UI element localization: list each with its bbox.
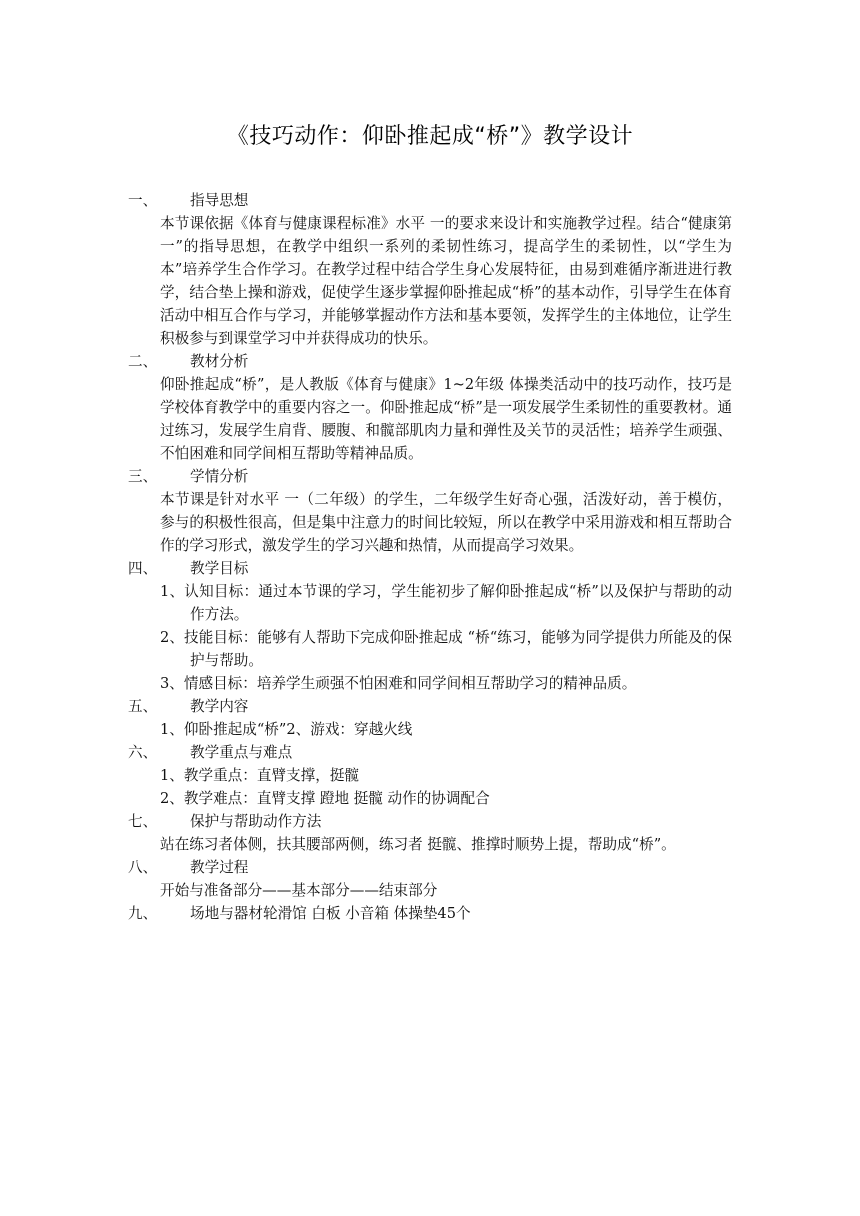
section-number: 四、 [128, 560, 158, 577]
section-number: 七、 [128, 813, 158, 830]
section-guiding-ideology [128, 189, 732, 350]
section-paragraph: 本节课是针对水平 一（二年级）的学生，二年级学生好奇心强，活泼好动，善于模仿，参与的积极性很高，但是集中注意力的时间比较短，所以在教学中采用游戏和相互帮助合作的学习形式，激发学生的学习兴趣和热情，从而提高学习效果。 [160, 491, 732, 554]
section-line: 开始与准备部分——基本部分——结束部分 [160, 882, 438, 899]
section-paragraph: 本节课依据《体育与健康课程标准》水平 一的要求来设计和实施教学过程。结合“健康第一”的指导思想，在教学中组织一系列的柔韧性练习，提高学生的柔韧性，以“学生为本”培养学生合作学习。在教学过程中结合学生身心发展特征，由易到难循序渐进进行教学，结合垫上操和游戏，促使学生逐步掌握仰卧推起成“桥”的基本动作，引导学生在体育活动中相互合作与学习，并能够掌握动作方法和基本要领，发挥学生的主体地位，让学生积极参与到课堂学习中并获得成功的快乐。 [160, 215, 732, 347]
list-item [128, 580, 732, 626]
section-heading [128, 465, 732, 488]
section-title: 指导思想 [190, 192, 249, 209]
list-item-text: 1、仰卧推起成“桥”2、游戏：穿越火线 [160, 721, 413, 738]
section-protection-help [128, 810, 732, 856]
section-heading [128, 856, 732, 879]
section-student-analysis [128, 465, 732, 557]
list-item-text: 2、技能目标：能够有人帮助下完成仰卧推起成 “桥“练习，能够为同学提供力所能及的保护与帮助。 [160, 629, 732, 669]
section-paragraph: 仰卧推起成“桥”，是人教版《体育与健康》1~2年级 体操类活动中的技巧动作，技巧是学校体育教学中的重要内容之一。仰卧推起成“桥”是一项发展学生柔韧性的重要教材。通过练习，发展学生肩背、腰腹、和髋部肌肉力量和弹性及关节的灵活性；培养学生顽强、不怕困难和同学间相互帮助等精神品质。 [160, 376, 732, 462]
section-venue-equipment [128, 902, 732, 925]
section-title: 教学重点与难点 [190, 744, 293, 761]
list-item [128, 787, 732, 810]
section-heading [128, 902, 732, 925]
section-key-points [128, 741, 732, 810]
list-item-text: 3、情感目标：培养学生顽强不怕困难和同学间相互帮助学习的精神品质。 [160, 675, 637, 692]
section-teaching-process [128, 856, 732, 902]
section-number: 二、 [128, 353, 158, 370]
section-title: 教学目标 [190, 560, 249, 577]
section-number: 八、 [128, 859, 158, 876]
section-teaching-goals [128, 557, 732, 695]
section-number: 一、 [128, 192, 158, 209]
list-item [128, 626, 732, 672]
document-body [128, 189, 732, 925]
section-title: 教学内容 [190, 698, 249, 715]
section-heading [128, 189, 732, 212]
section-title: 教学过程 [190, 859, 249, 876]
list-item-text: 2、教学难点：直臂支撑 蹬地 挺髋 动作的协调配合 [160, 790, 490, 807]
section-paragraph: 站在练习者体侧，扶其腰部两侧，练习者 挺髋、推撑时顺势上提，帮助成“桥”。 [160, 836, 676, 853]
section-teaching-content [128, 695, 732, 741]
section-number: 九、 [128, 905, 158, 922]
section-heading [128, 350, 732, 373]
section-number: 三、 [128, 468, 158, 485]
section-material-analysis [128, 350, 732, 465]
list-item [128, 764, 732, 787]
section-title: 场地与器材轮滑馆 白板 小音箱 体操垫45个 [190, 905, 471, 922]
list-item-text: 1、教学重点：直臂支撑，挺髋 [160, 767, 360, 784]
section-heading [128, 557, 732, 580]
section-heading [128, 810, 732, 833]
list-item [128, 672, 732, 695]
list-item [128, 718, 732, 741]
section-heading [128, 695, 732, 718]
section-heading [128, 741, 732, 764]
section-number: 六、 [128, 744, 158, 761]
list-item-text: 1、认知目标：通过本节课的学习，学生能初步了解仰卧推起成“桥”以及保护与帮助的动作方法。 [160, 583, 732, 623]
section-title: 教材分析 [190, 353, 249, 370]
section-title: 学情分析 [190, 468, 249, 485]
document-title: 《技巧动作：仰卧推起成“桥”》教学设计 [226, 124, 634, 149]
section-title: 保护与帮助动作方法 [190, 813, 322, 830]
section-number: 五、 [128, 698, 158, 715]
